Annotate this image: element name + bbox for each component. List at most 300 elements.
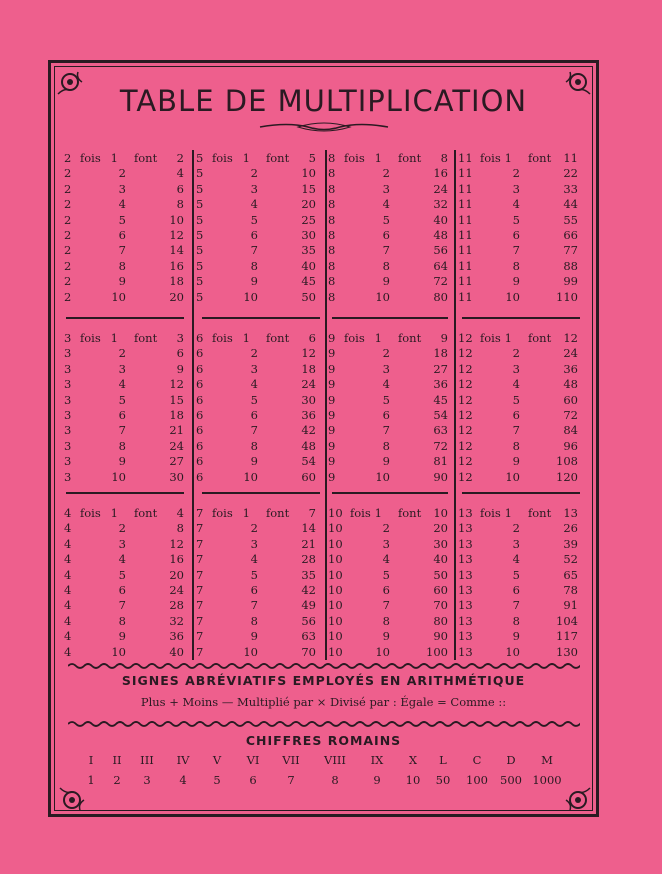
- table-row: [328, 552, 452, 567]
- multiplier: 10: [505, 469, 520, 484]
- roman-value: 4: [179, 773, 187, 787]
- table-row: [328, 166, 452, 181]
- product: 100: [426, 644, 448, 659]
- multiplicand: 2: [64, 212, 72, 227]
- table-row: [64, 290, 188, 305]
- table-row: [458, 362, 582, 377]
- product: 39: [563, 536, 578, 551]
- row-divider: [66, 492, 184, 494]
- table-row: [196, 439, 320, 454]
- multiplicand: 10: [328, 644, 343, 659]
- multiplicand: 6: [196, 331, 204, 345]
- multiplier: 9: [512, 274, 520, 289]
- product: 80: [433, 613, 448, 628]
- multiplier: 5: [512, 212, 520, 227]
- multiplicand: 5: [196, 243, 204, 258]
- roman-numeral: II: [112, 753, 122, 767]
- product: 18: [169, 407, 184, 422]
- product: 80: [433, 289, 448, 304]
- multiplicand: 10: [328, 629, 343, 644]
- multiplicand: 3: [64, 469, 72, 484]
- table-row: [196, 470, 320, 485]
- product: 30: [433, 536, 448, 551]
- multiplicand: 13: [458, 629, 473, 644]
- product: 45: [301, 274, 316, 289]
- roman-numeral: III: [140, 753, 154, 767]
- product: 27: [433, 361, 448, 376]
- wavy-divider-icon: [68, 662, 580, 670]
- table-row: [458, 408, 582, 423]
- table-row: [64, 568, 188, 583]
- roman-title: CHIFFRES ROMAINS: [245, 733, 402, 748]
- product: 117: [556, 629, 578, 644]
- table-row: [196, 213, 320, 228]
- product: 24: [169, 438, 184, 453]
- table-row: [328, 645, 452, 660]
- font-word: font: [398, 331, 422, 345]
- table-row: [328, 259, 452, 274]
- multiplier: 1: [242, 506, 250, 520]
- multiplicand: 8: [328, 243, 336, 258]
- roman-numeral: V: [212, 753, 222, 767]
- table-row: [64, 408, 188, 423]
- multiplicand: 2: [64, 227, 72, 242]
- product: 99: [563, 274, 578, 289]
- product: 18: [169, 274, 184, 289]
- product: 28: [169, 598, 184, 613]
- table-row: [458, 166, 582, 181]
- multiplier: 5: [118, 392, 126, 407]
- table-row: [328, 423, 452, 438]
- table-11: [458, 151, 582, 305]
- multiplier: 6: [118, 227, 126, 242]
- multiplicand: 9: [328, 331, 336, 345]
- table-row: [328, 151, 452, 166]
- multiplicand: 11: [458, 166, 473, 181]
- roman-numeral: IX: [370, 753, 384, 767]
- table-row: [64, 377, 188, 392]
- multiplicand: 13: [458, 536, 473, 551]
- table-row: [64, 583, 188, 598]
- table-row: [64, 423, 188, 438]
- multiplicand: 7: [196, 598, 204, 613]
- table-row: [458, 423, 582, 438]
- table-row: [64, 243, 188, 258]
- multiplicand: 7: [196, 552, 204, 567]
- multiplier: 9: [250, 454, 258, 469]
- table-row: [458, 537, 582, 552]
- table-row: [64, 470, 188, 485]
- product: 55: [563, 212, 578, 227]
- multiplicand: 10: [328, 598, 343, 613]
- table-5: [196, 151, 320, 305]
- product: 5: [308, 151, 316, 165]
- multiplicand: 9: [328, 377, 336, 392]
- product: 3: [176, 331, 184, 345]
- table-row: [328, 614, 452, 629]
- multiplier: 4: [118, 552, 126, 567]
- table-row: [196, 259, 320, 274]
- table-row: [64, 228, 188, 243]
- product: 90: [433, 469, 448, 484]
- multiplier: 9: [118, 629, 126, 644]
- product: 65: [563, 567, 578, 582]
- multiplier: 6: [250, 227, 258, 242]
- product: 25: [301, 212, 316, 227]
- multiplier: 4: [382, 197, 390, 212]
- multiplicand: 5: [196, 166, 204, 181]
- table-row: [458, 182, 582, 197]
- product: 60: [433, 582, 448, 597]
- multiplier: 3: [382, 181, 390, 196]
- multiplier: 3: [118, 361, 126, 376]
- multiplicand: 9: [328, 438, 336, 453]
- multiplicand: 6: [196, 469, 204, 484]
- product: 15: [301, 181, 316, 196]
- table-row: [64, 331, 188, 346]
- multiplicand: 11: [458, 243, 473, 258]
- multiplier: 3: [118, 181, 126, 196]
- multiplicand: 2: [64, 151, 72, 165]
- multiplicand: 10: [328, 552, 343, 567]
- product: 6: [176, 181, 184, 196]
- multiplicand: 7: [196, 567, 204, 582]
- roman-value: 7: [287, 773, 295, 787]
- multiplicand: 4: [64, 629, 72, 644]
- multiplicand: 12: [458, 361, 473, 376]
- roman-value: 100: [466, 773, 488, 787]
- multiplicand: 7: [196, 521, 204, 536]
- multiplicand: 11: [458, 181, 473, 196]
- table-row: [458, 521, 582, 536]
- product: 54: [301, 454, 316, 469]
- multiplicand: 4: [64, 582, 72, 597]
- table-12: [458, 331, 582, 485]
- table-row: [458, 331, 582, 346]
- multiplier: 7: [118, 243, 126, 258]
- table-row: [328, 598, 452, 613]
- roman-value: 5: [213, 773, 221, 787]
- multiplier: 2: [382, 346, 390, 361]
- table-row: [196, 362, 320, 377]
- table-row: [328, 470, 452, 485]
- roman-numeral: I: [88, 753, 94, 767]
- product: 88: [563, 258, 578, 273]
- multiplicand: 3: [64, 361, 72, 376]
- multiplier: 6: [118, 582, 126, 597]
- multiplicand: 3: [64, 454, 72, 469]
- product: 24: [563, 346, 578, 361]
- row-divider: [332, 492, 448, 494]
- multiplicand: 4: [64, 613, 72, 628]
- product: 42: [301, 582, 316, 597]
- roman-numeral: L: [439, 753, 447, 767]
- multiplier: 1: [374, 331, 382, 345]
- table-row: [458, 243, 582, 258]
- multiplier: 1: [242, 331, 250, 345]
- product: 7: [308, 506, 316, 520]
- multiplicand: 4: [64, 506, 72, 520]
- multiplier: 5: [250, 212, 258, 227]
- product: 63: [301, 629, 316, 644]
- fois-word: fois: [480, 151, 501, 165]
- product: 72: [563, 407, 578, 422]
- table-row: [64, 598, 188, 613]
- multiplicand: 11: [458, 274, 473, 289]
- product: 20: [169, 289, 184, 304]
- multiplier: 7: [382, 243, 390, 258]
- product: 32: [433, 197, 448, 212]
- multiplier: 9: [382, 274, 390, 289]
- multiplicand: 7: [196, 536, 204, 551]
- multiplier: 3: [382, 536, 390, 551]
- product: 18: [301, 361, 316, 376]
- multiplicand: 10: [328, 613, 343, 628]
- table-row: [196, 454, 320, 469]
- multiplier: 4: [512, 377, 520, 392]
- product: 110: [556, 289, 578, 304]
- multiplicand: 12: [458, 331, 473, 345]
- multiplicand: 4: [64, 644, 72, 659]
- multiplier: 6: [382, 227, 390, 242]
- font-word: font: [398, 151, 422, 165]
- multiplicand: 9: [328, 407, 336, 422]
- multiplier: 1: [504, 331, 512, 345]
- multiplicand: 11: [458, 151, 473, 165]
- product: 60: [563, 392, 578, 407]
- multiplicand: 7: [196, 582, 204, 597]
- multiplicand: 8: [328, 212, 336, 227]
- column-divider: [192, 150, 194, 660]
- multiplier: 7: [118, 423, 126, 438]
- roman-value: 10: [405, 773, 421, 787]
- multiplier: 10: [111, 289, 126, 304]
- product: 21: [169, 423, 184, 438]
- multiplier: 5: [512, 567, 520, 582]
- multiplier: 1: [504, 506, 512, 520]
- multiplicand: 6: [196, 438, 204, 453]
- row-divider: [202, 317, 320, 319]
- multiplier: 10: [243, 469, 258, 484]
- multiplier: 1: [110, 331, 118, 345]
- table-row: [196, 598, 320, 613]
- roman-value: 50: [435, 773, 451, 787]
- product: 6: [176, 346, 184, 361]
- multiplier: 4: [382, 552, 390, 567]
- table-row: [328, 182, 452, 197]
- multiplier: 5: [382, 212, 390, 227]
- multiplicand: 3: [64, 346, 72, 361]
- table-row: [64, 151, 188, 166]
- table-row: [328, 346, 452, 361]
- multiplier: 4: [382, 377, 390, 392]
- multiplicand: 4: [64, 567, 72, 582]
- table-row: [328, 362, 452, 377]
- multiplicand: 3: [64, 392, 72, 407]
- multiplicand: 8: [328, 197, 336, 212]
- multiplicand: 2: [64, 289, 72, 304]
- multiplicand: 9: [328, 423, 336, 438]
- multiplier: 2: [118, 166, 126, 181]
- multiplier: 7: [250, 423, 258, 438]
- table-row: [328, 521, 452, 536]
- multiplier: 2: [250, 346, 258, 361]
- multiplier: 10: [111, 469, 126, 484]
- multiplier: 2: [118, 521, 126, 536]
- table-row: [64, 274, 188, 289]
- multiplicand: 5: [196, 197, 204, 212]
- fois-word: fois: [212, 151, 233, 165]
- multiplier: 9: [250, 629, 258, 644]
- multiplier: 9: [118, 454, 126, 469]
- table-row: [458, 470, 582, 485]
- multiplicand: 12: [458, 407, 473, 422]
- product: 78: [563, 582, 578, 597]
- table-3: [64, 331, 188, 485]
- roman-value: 2: [113, 773, 121, 787]
- table-row: [64, 166, 188, 181]
- product: 49: [301, 598, 316, 613]
- multiplicand: 10: [328, 582, 343, 597]
- multiplier: 7: [382, 598, 390, 613]
- font-word: font: [266, 331, 290, 345]
- multiplier: 8: [250, 438, 258, 453]
- multiplicand: 12: [458, 392, 473, 407]
- product: 4: [176, 506, 184, 520]
- multiplicand: 5: [196, 227, 204, 242]
- table-row: [64, 521, 188, 536]
- product: 130: [556, 644, 578, 659]
- product: 24: [301, 377, 316, 392]
- table-row: [458, 197, 582, 212]
- multiplicand: 8: [328, 289, 336, 304]
- multiplicand: 3: [64, 423, 72, 438]
- product: 54: [433, 407, 448, 422]
- fois-word: fois: [350, 506, 371, 520]
- product: 104: [556, 613, 578, 628]
- multiplier: 3: [512, 181, 520, 196]
- product: 4: [176, 166, 184, 181]
- multiplicand: 10: [328, 506, 343, 520]
- product: 30: [301, 392, 316, 407]
- product: 14: [301, 521, 316, 536]
- multiplicand: 4: [64, 552, 72, 567]
- table-row: [196, 377, 320, 392]
- font-word: font: [134, 151, 158, 165]
- table-row: [64, 259, 188, 274]
- multiplier: 5: [250, 392, 258, 407]
- product: 70: [433, 598, 448, 613]
- table-row: [64, 213, 188, 228]
- product: 26: [563, 521, 578, 536]
- table-2: [64, 151, 188, 305]
- multiplicand: 9: [328, 469, 336, 484]
- product: 44: [563, 197, 578, 212]
- product: 14: [169, 243, 184, 258]
- product: 96: [563, 438, 578, 453]
- multiplicand: 2: [64, 258, 72, 273]
- multiplier: 10: [243, 644, 258, 659]
- multiplier: 1: [242, 151, 250, 165]
- product: 20: [433, 521, 448, 536]
- multiplier: 4: [512, 552, 520, 567]
- product: 16: [169, 258, 184, 273]
- product: 35: [301, 567, 316, 582]
- multiplicand: 8: [328, 258, 336, 273]
- multiplicand: 11: [458, 212, 473, 227]
- font-word: font: [528, 506, 552, 520]
- multiplier: 10: [375, 289, 390, 304]
- multiplier: 10: [375, 644, 390, 659]
- multiplier: 3: [250, 536, 258, 551]
- roman-value: 9: [373, 773, 381, 787]
- multiplier: 10: [111, 644, 126, 659]
- multiplier: 8: [382, 438, 390, 453]
- product: 50: [301, 289, 316, 304]
- row-divider: [462, 492, 580, 494]
- multiplier: 7: [250, 598, 258, 613]
- multiplier: 6: [250, 407, 258, 422]
- table-row: [196, 290, 320, 305]
- multiplicand: 6: [196, 377, 204, 392]
- multiplier: 4: [118, 377, 126, 392]
- multiplicand: 13: [458, 567, 473, 582]
- table-row: [328, 537, 452, 552]
- multiplier: 8: [118, 613, 126, 628]
- table-row: [458, 568, 582, 583]
- table-10: [328, 506, 452, 660]
- roman-numeral: VIII: [324, 753, 346, 767]
- table-row: [64, 362, 188, 377]
- multiplicand: 6: [196, 423, 204, 438]
- product: 9: [176, 361, 184, 376]
- multiplier: 5: [382, 392, 390, 407]
- table-row: [196, 423, 320, 438]
- product: 30: [301, 227, 316, 242]
- multiplicand: 12: [458, 469, 473, 484]
- multiplicand: 5: [196, 258, 204, 273]
- table-row: [196, 197, 320, 212]
- multiplier: 6: [512, 407, 520, 422]
- roman-value: 1: [87, 773, 95, 787]
- product: 40: [433, 552, 448, 567]
- product: 40: [301, 258, 316, 273]
- table-row: [196, 629, 320, 644]
- product: 35: [301, 243, 316, 258]
- multiplicand: 11: [458, 289, 473, 304]
- roman-value: 3: [143, 773, 151, 787]
- multiplicand: 13: [458, 552, 473, 567]
- multiplicand: 6: [196, 407, 204, 422]
- multiplicand: 8: [328, 274, 336, 289]
- multiplicand: 7: [196, 506, 204, 520]
- corner-ornament-icon: [562, 784, 592, 814]
- product: 16: [169, 552, 184, 567]
- table-row: [64, 197, 188, 212]
- product: 91: [563, 598, 578, 613]
- roman-numeral: VI: [246, 753, 260, 767]
- multiplier: 3: [250, 181, 258, 196]
- table-row: [196, 614, 320, 629]
- multiplier: 9: [250, 274, 258, 289]
- multiplicand: 4: [64, 521, 72, 536]
- product: 56: [301, 613, 316, 628]
- multiplicand: 3: [64, 407, 72, 422]
- table-row: [328, 583, 452, 598]
- product: 120: [556, 469, 578, 484]
- multiplier: 1: [110, 506, 118, 520]
- product: 8: [176, 521, 184, 536]
